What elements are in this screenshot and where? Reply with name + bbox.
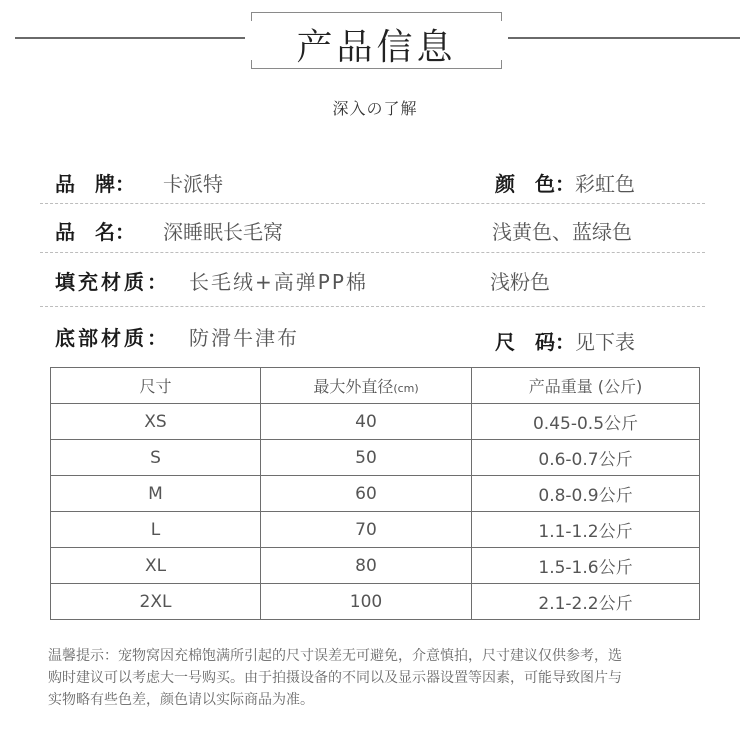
cell-size: 2XL — [51, 584, 261, 620]
filling-value: 长毛绒+高弹PP棉 — [189, 270, 368, 294]
info-row-brand — [55, 168, 710, 198]
info-row-bottom — [55, 322, 710, 352]
divider — [40, 203, 705, 204]
header-weight: 产品重量 (公斤) — [472, 368, 700, 404]
notice-text — [48, 645, 720, 711]
notice-line: 购时建议可以考虑大一号购买。由于拍摄设备的不同以及显示器设置等因素，可能导致图片与 — [48, 670, 622, 686]
table-row — [51, 404, 700, 440]
header-diameter: 最大外直径(cm) — [261, 368, 472, 404]
cell-weight: 1.5-1.6公斤 — [472, 548, 700, 584]
brand-value: 卡派特 — [163, 172, 223, 196]
table-row — [51, 440, 700, 476]
header-right-line — [508, 37, 740, 39]
info-row-name — [55, 216, 710, 246]
header-size: 尺寸 — [51, 368, 261, 404]
cell-weight: 1.1-1.2公斤 — [472, 512, 700, 548]
notice-line: 温馨提示：宠物窝因充棉饱满所引起的尺寸误差无可避免，介意慎拍，尺寸建议仅供参考，选 — [48, 648, 622, 664]
divider — [40, 252, 705, 253]
table-row — [51, 584, 700, 620]
bottom-value: 防滑牛津布 — [189, 326, 299, 350]
name-value: 深睡眠长毛窝 — [163, 220, 283, 244]
size-value: 见下表 — [575, 330, 635, 354]
cell-diameter: 80 — [261, 548, 472, 584]
header-left-line — [15, 37, 245, 39]
color-value-3: 浅粉色 — [490, 270, 550, 294]
bottom-label: 底部材质： — [55, 326, 170, 350]
color-value-2: 浅黄色、蓝绿色 — [492, 220, 632, 244]
cell-size: L — [51, 512, 261, 548]
table-row — [51, 512, 700, 548]
name-label: 品 名： — [55, 220, 135, 244]
cell-diameter: 50 — [261, 440, 472, 476]
notice-line: 实物略有些色差，颜色请以实际商品为准。 — [48, 692, 314, 708]
cell-diameter: 60 — [261, 476, 472, 512]
cell-weight: 0.8-0.9公斤 — [472, 476, 700, 512]
cell-size: S — [51, 440, 261, 476]
cell-diameter: 100 — [261, 584, 472, 620]
table-row — [51, 476, 700, 512]
cell-diameter: 40 — [261, 404, 472, 440]
cell-weight: 2.1-2.2公斤 — [472, 584, 700, 620]
cell-weight: 0.6-0.7公斤 — [472, 440, 700, 476]
subtitle: 深入の了解 — [332, 99, 418, 118]
cell-size: XL — [51, 548, 261, 584]
cell-size: M — [51, 476, 261, 512]
size-label: 尺 码： — [495, 330, 575, 354]
cell-size: XS — [51, 404, 261, 440]
info-row-filling — [55, 266, 710, 296]
table-row — [51, 548, 700, 584]
table-header-row — [51, 368, 700, 404]
page-title: 产品信息 — [296, 27, 457, 68]
brand-label: 品 牌： — [55, 172, 135, 196]
divider — [40, 306, 705, 307]
title-box — [251, 12, 502, 69]
cell-weight: 0.45-0.5公斤 — [472, 404, 700, 440]
filling-label: 填充材质： — [55, 270, 170, 294]
size-table — [50, 367, 700, 620]
cell-diameter: 70 — [261, 512, 472, 548]
color-value-1: 彩虹色 — [575, 172, 635, 196]
color-label: 颜 色： — [495, 172, 575, 196]
